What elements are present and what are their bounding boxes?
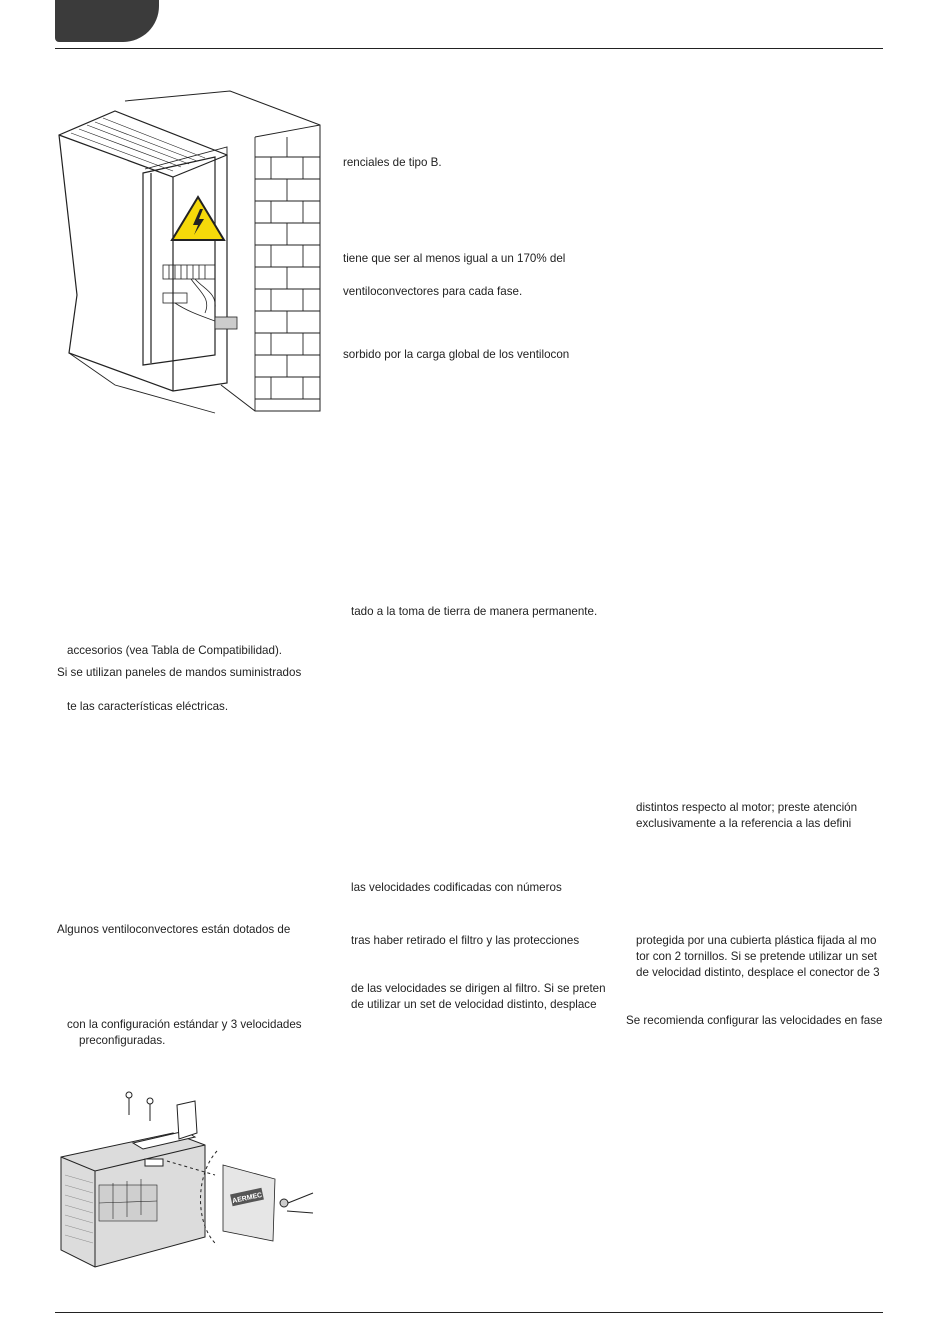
left-text-1: accesorios (vea Tabla de Compatibilidad). <box>67 644 283 657</box>
right-text-1b: exclusivamente a la referencia a las defini <box>636 817 852 830</box>
footer-rule <box>55 1312 883 1313</box>
right-text-2a: protegida por una cubierta plástica fijada al mo <box>636 934 877 947</box>
aermec-plate <box>223 1165 313 1241</box>
left-text-5b: preconfiguradas. <box>79 1034 166 1047</box>
center-text-5: tado a la toma de tierra de manera permanente. <box>351 605 598 618</box>
header-rule <box>55 48 883 49</box>
center-text-8a: de las velocidades se dirigen al filtro. Si se preten <box>351 982 606 995</box>
chapter-tab <box>55 0 159 42</box>
fan-coil-unit <box>59 111 227 391</box>
right-text-1a: distintos respecto al motor; preste atención <box>636 801 858 814</box>
wall-unit-illustration <box>55 85 330 420</box>
brick-wall <box>255 125 320 411</box>
left-text-5a: con la configuración estándar y 3 velocidades <box>67 1018 302 1031</box>
center-text-2: tiene que ser al menos igual a un 170% del <box>343 252 566 265</box>
right-text-2c: de velocidad distinto, desplace el conector de 3 <box>636 966 880 979</box>
left-text-3: te las características eléctricas. <box>67 700 229 713</box>
center-text-1: renciales de tipo B. <box>343 156 442 169</box>
right-text-3: Se recomienda configurar las velocidades en fase <box>626 1014 883 1027</box>
aermec-logo: AERMEC <box>231 1191 263 1206</box>
center-text-8b: de utilizar un set de velocidad distinto, desplace <box>351 998 597 1011</box>
screw-icon <box>126 1092 153 1121</box>
center-text-4: sorbido por la carga global de los ventilocon <box>343 348 570 361</box>
left-text-4: Algunos ventiloconvectores están dotados de <box>57 923 291 936</box>
center-text-6: las velocidades codificadas con números <box>351 881 562 894</box>
left-text-2: Si se utilizan paneles de mandos suministrados <box>57 666 302 679</box>
center-text-7: tras haber retirado el filtro y las protecciones <box>351 934 580 947</box>
right-text-2b: tor con 2 tornillos. Si se pretende utilizar un set <box>636 950 878 963</box>
motor-cover-illustration <box>55 1085 320 1275</box>
center-text-3: ventiloconvectores para cada fase. <box>343 285 523 298</box>
